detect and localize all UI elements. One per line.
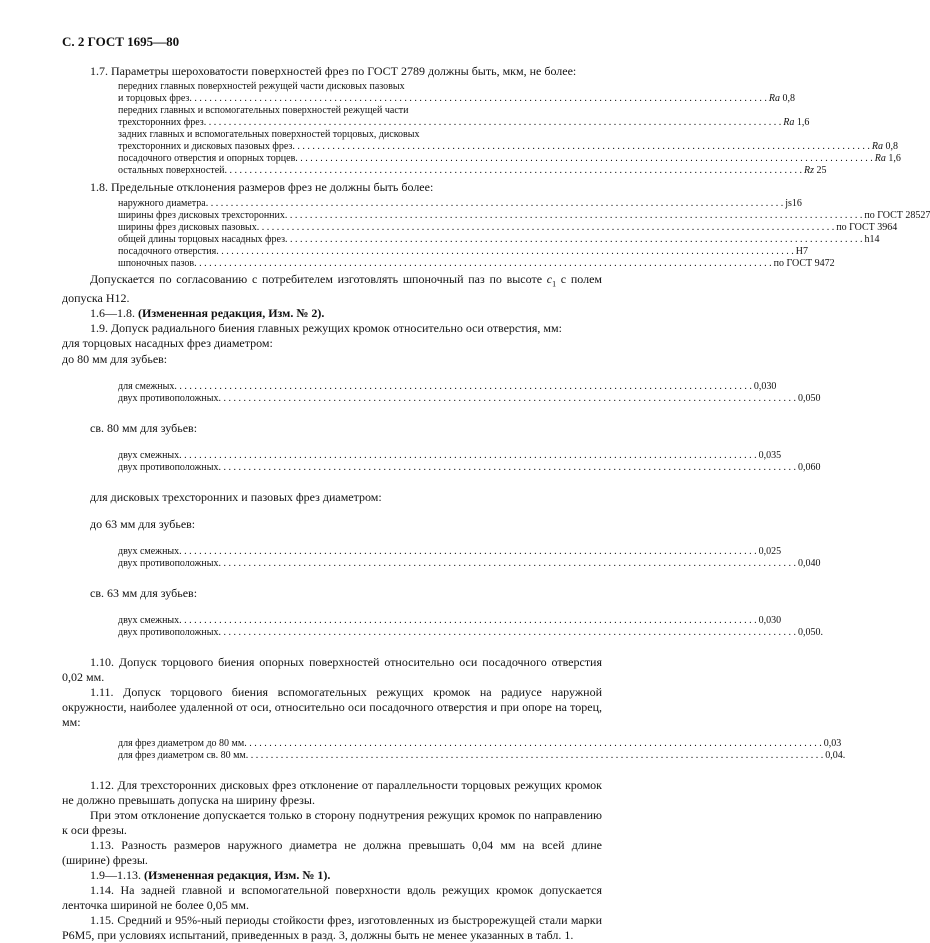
roughness-symbol: Ra bbox=[871, 141, 883, 152]
roughness-value: 25 bbox=[816, 165, 827, 176]
dot-leader bbox=[224, 165, 802, 177]
page-header: С. 2 ГОСТ 1695—80 bbox=[62, 34, 180, 49]
row-value: 0,030 bbox=[753, 381, 777, 393]
clause-1-15: 1.15. Средний и 95%-ный периоды стойкости фрез, изготовленных из быстрорежущей стали марки Р6М5, при условиях испытаний, приведенных в разд. 3, должны быть не менее указанных в табл. 1. bbox=[62, 913, 602, 943]
dot-leader bbox=[257, 222, 835, 234]
dotted-row bbox=[118, 615, 782, 627]
row-value: 0,050. bbox=[798, 627, 824, 639]
row-label: посадочного отверстия и опорных торцев bbox=[118, 153, 296, 164]
group-up-to-80: до 80 мм для зубьев: bbox=[62, 352, 168, 367]
dotted-row bbox=[118, 258, 835, 270]
dot-leader bbox=[219, 462, 797, 474]
dot-leader bbox=[216, 246, 794, 258]
row-value bbox=[873, 153, 919, 165]
row-label: двух противоположных bbox=[118, 393, 219, 405]
roughness-value: 0,8 bbox=[782, 93, 795, 104]
runout-list-up-to-80 bbox=[118, 381, 821, 405]
row-label: ширины фрез дисковых трехсторонних bbox=[118, 210, 285, 221]
row-label: для смежных bbox=[118, 381, 175, 393]
dotted-row bbox=[118, 246, 808, 258]
dotted-row bbox=[118, 117, 810, 129]
row-value bbox=[781, 117, 827, 129]
clause-1-13: 1.13. Разность размеров наружного диаметра не должна превышать 0,04 мм на всей длине (ширине) фрезы. bbox=[62, 838, 602, 868]
row-label: двух смежных bbox=[118, 546, 180, 558]
dot-leader bbox=[219, 558, 797, 570]
row-value: по ГОСТ 9472 bbox=[773, 258, 835, 269]
dot-leader bbox=[179, 615, 757, 627]
dot-leader bbox=[292, 141, 870, 153]
roughness-value: 1,6 bbox=[888, 153, 901, 164]
dot-leader bbox=[244, 738, 822, 750]
row-label: для фрез диаметром св. 80 мм bbox=[118, 750, 246, 762]
row-value: H7 bbox=[795, 246, 808, 257]
row-label: шпоночных пазов bbox=[118, 258, 195, 269]
row-value: 0,035 bbox=[758, 450, 782, 462]
clause-1-9-intro: 1.9. Допуск радиального биения главных режущих кромок относительно оси отверстия, мм: bbox=[90, 321, 562, 336]
roughness-value: 1,6 bbox=[796, 117, 810, 128]
dotted-row bbox=[118, 750, 846, 762]
dotted-row bbox=[118, 222, 898, 234]
dotted-row bbox=[118, 153, 901, 165]
dot-leader bbox=[285, 210, 863, 222]
roughness-symbol: Ra bbox=[874, 153, 886, 164]
row-value: по ГОСТ 3964 bbox=[836, 222, 898, 233]
dotted-row bbox=[118, 558, 821, 570]
clause-1-11-intro: 1.11. Допуск торцового биения вспомогательных режущих кромок на радиусе наружной окружности, наиболее удаленной от оси, относительно оси посадочного отверстия и при опоре на торец, мм: bbox=[62, 685, 602, 730]
dot-leader bbox=[285, 234, 863, 246]
dotted-row bbox=[118, 381, 777, 393]
row-value: h14 bbox=[864, 234, 880, 245]
tolerance-list bbox=[118, 198, 930, 270]
row-label: общей длины торцовых насадных фрез bbox=[118, 234, 286, 245]
row-label: остальных поверхностей bbox=[118, 165, 225, 176]
dotted-row bbox=[118, 393, 821, 405]
row-label: двух смежных bbox=[118, 615, 180, 627]
dotted-row bbox=[118, 93, 795, 105]
document-page bbox=[62, 34, 930, 943]
row-label: двух смежных bbox=[118, 450, 180, 462]
row-label: двух противоположных bbox=[118, 627, 219, 639]
face-cutters-heading: для торцовых насадных фрез диаметром: bbox=[62, 336, 273, 351]
dotted-row bbox=[118, 450, 782, 462]
row-value: 0,040 bbox=[798, 558, 821, 570]
dot-leader bbox=[179, 450, 757, 462]
dot-leader bbox=[246, 750, 824, 762]
row-label: и торцовых фрез bbox=[118, 93, 190, 104]
roughness-list bbox=[118, 81, 901, 177]
amendment-note-2: 1.6—1.8. (Измененная редакция, Изм. № 2). bbox=[90, 306, 325, 321]
dot-leader bbox=[179, 546, 757, 558]
dot-leader bbox=[194, 258, 772, 270]
runout-list-up-to-63 bbox=[118, 546, 821, 570]
row-label: ширины фрез дисковых пазовых bbox=[118, 222, 257, 233]
row-label-line: передних главных и вспомогательных поверхностей режущей части bbox=[118, 105, 409, 116]
clause-1-14: 1.14. На задней главной и вспомогательной поверхности вдоль режущих кромок допускается ленточка шириной не более 0,05 мм. bbox=[62, 883, 602, 913]
group-over-63: св. 63 мм для зубьев: bbox=[90, 586, 198, 601]
clause-1-7-intro: 1.7. Параметры шероховатости поверхностей фрез по ГОСТ 2789 должны быть, мкм, не более: bbox=[90, 64, 577, 78]
clause-1-10: 1.10. Допуск торцового биения опорных поверхностей относительно оси посадочного отверстия 0,02 мм. bbox=[62, 655, 602, 685]
disk-cutters-heading: для дисковых трехсторонних и пазовых фрез диаметром: bbox=[90, 490, 382, 505]
dot-leader bbox=[189, 93, 767, 105]
dot-leader bbox=[295, 153, 873, 165]
dotted-row bbox=[118, 210, 930, 222]
row-label: трехсторонних фрез bbox=[118, 117, 204, 128]
row-value: js16 bbox=[785, 198, 802, 209]
row-label: двух противоположных bbox=[118, 558, 219, 570]
keyway-note: Допускается по согласованию с потребителем изготовлять шпоночный паз по высоте $c_1$ с полем допуска H12. bbox=[62, 272, 602, 306]
clause-1-12-note: При этом отклонение допускается только в сторону поднутрения режущих кромок по направлению к оси фрезы. bbox=[62, 808, 602, 838]
row-label: посадочного отверстия bbox=[118, 246, 217, 257]
roughness-symbol: Rz bbox=[803, 165, 814, 176]
row-value: 0,04. bbox=[825, 750, 846, 762]
row-value bbox=[870, 141, 916, 153]
clause-1-12: 1.12. Для трехсторонних дисковых фрез отклонение от параллельности торцовых режущих кромок не должно превышать допуска на ширину фрезы. bbox=[62, 778, 602, 808]
row-label-line: задних главных и вспомогательных поверхностей торцовых, дисковых bbox=[118, 129, 420, 140]
dotted-row bbox=[118, 627, 824, 639]
axial-runout-list bbox=[118, 738, 846, 762]
row-label: трехсторонних и дисковых пазовых фрез bbox=[118, 141, 293, 152]
dot-leader bbox=[219, 393, 797, 405]
dotted-row bbox=[118, 462, 821, 474]
dot-leader bbox=[219, 627, 797, 639]
row-value bbox=[767, 93, 813, 105]
row-value: по ГОСТ 28527 bbox=[864, 210, 930, 221]
row-label: двух противоположных bbox=[118, 462, 219, 474]
dotted-row bbox=[118, 198, 802, 210]
dotted-row bbox=[118, 234, 880, 246]
group-over-80: св. 80 мм для зубьев: bbox=[90, 421, 198, 436]
row-value: 0,025 bbox=[758, 546, 782, 558]
row-label: наружного диаметра bbox=[118, 198, 206, 209]
row-value: 0,050 bbox=[798, 393, 821, 405]
dot-leader bbox=[206, 198, 784, 210]
row-value: 0,060 bbox=[798, 462, 821, 474]
dotted-row bbox=[118, 165, 827, 177]
dotted-row bbox=[118, 546, 782, 558]
row-value: 0,03 bbox=[823, 738, 842, 750]
amendment-note-1: 1.9—1.13. (Измененная редакция, Изм. № 1). bbox=[90, 868, 331, 883]
dot-leader bbox=[204, 117, 782, 129]
runout-list-over-80 bbox=[118, 450, 821, 474]
row-value bbox=[802, 165, 848, 177]
row-label: для фрез диаметром до 80 мм bbox=[118, 738, 245, 750]
group-up-to-63: до 63 мм для зубьев: bbox=[90, 517, 196, 532]
roughness-value: 0,8 bbox=[885, 141, 898, 152]
row-label-line: передних главных поверхностей режущей части дисковых пазовых bbox=[118, 81, 405, 92]
row-value: 0,030 bbox=[758, 615, 782, 627]
dotted-row bbox=[118, 141, 898, 153]
clause-1-8-intro: 1.8. Предельные отклонения размеров фрез не должны быть более: bbox=[90, 180, 434, 194]
runout-list-over-63 bbox=[118, 615, 824, 639]
dot-leader bbox=[174, 381, 752, 393]
roughness-symbol: Ra bbox=[768, 93, 780, 104]
roughness-symbol: Ra bbox=[783, 117, 795, 128]
dotted-row bbox=[118, 738, 842, 750]
